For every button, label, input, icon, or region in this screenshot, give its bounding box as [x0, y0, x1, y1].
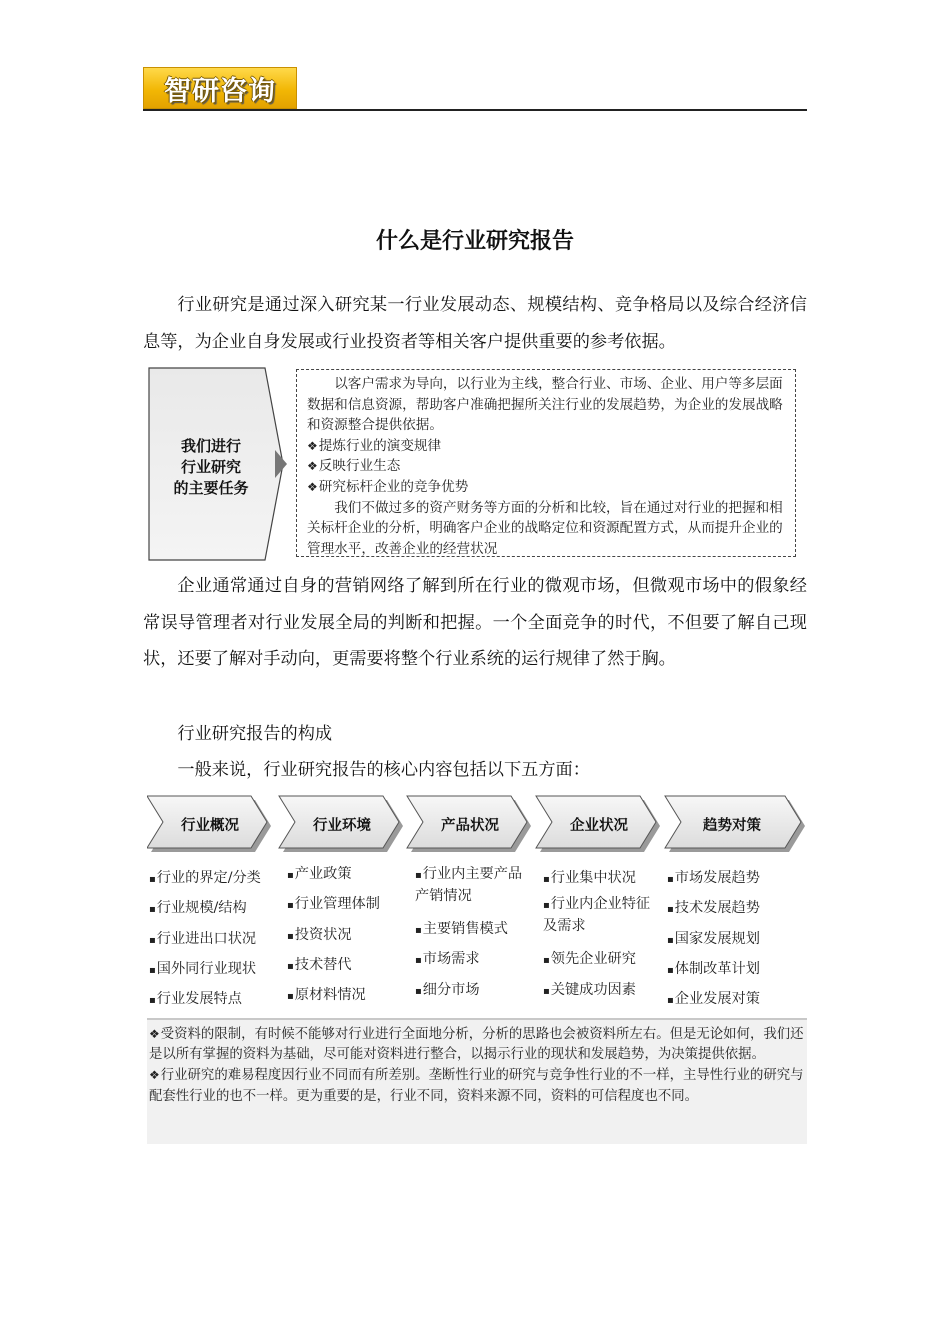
- task-label-line: 的主要任务: [173, 479, 249, 497]
- list-item: ▪ 行业的界定/分类: [149, 864, 285, 894]
- note-item: ❖ 受资料的限制，有时候不能够对行业进行全面地分析，分析的思路也会被资料所左右。但是无论如何，我们还是以所有掌握的资料为基础，尽可能对资料进行整合，以揭示行业的现状和发展趋势，为决策提供依据。: [149, 1024, 805, 1065]
- task-bullet: ❖ 反映行业生态: [307, 456, 785, 477]
- market-paragraph: 企业通常通过自身的营销网络了解到所在行业的微观市场，但微观市场中的假象经常误导管理者对行业发展全局的判断和把握。一个全面竞争的时代，不但要了解自己现状，还要了解对手动向，更需要将整个行业系统的运行规律了然于胸。: [143, 576, 807, 669]
- list-item: ▪ 行业规模/结构: [149, 894, 285, 924]
- note-item: ❖ 行业研究的难易程度因行业不同而有所差别。垄断性行业的研究与竞争性行业的不一样，主导性行业的研究与配套性行业的也不一样。更为重要的是，行业不同，资料来源不同，资料的可信程度也不同。: [149, 1065, 805, 1106]
- list-item: ▪ 投资状况: [287, 921, 409, 951]
- list-item: ▪ 市场发展趋势: [667, 864, 805, 894]
- list-item: ▪ 国外同行业现状: [149, 955, 285, 985]
- task-description-box: [296, 369, 796, 557]
- list-item: ▪ 领先企业研究: [543, 945, 655, 975]
- list-item: ▪ 关键成功因素: [543, 976, 655, 1006]
- research-task-figure: [147, 366, 807, 562]
- column-header: 行业环境: [313, 818, 371, 834]
- column-items: [287, 860, 409, 1011]
- intro-paragraph: 行业研究是通过深入研究某一行业发展动态、规模结构、竞争格局以及综合经济信息等，为企业自身发展或行业投资者等相关客户提供重要的参考依据。: [143, 295, 807, 352]
- task-closing: 我们不做过多的资产财务等方面的分析和比较，旨在通过对行业的把握和相关标杆企业的分析，明确客户企业的战略定位和资源配置方式，从而提升企业的管理水平，改善企业的经营状况: [307, 499, 783, 557]
- column-header: 趋势对策: [703, 818, 761, 834]
- column-items: [667, 864, 805, 1015]
- list-item: ▪ 行业集中状况: [543, 864, 655, 894]
- task-bullet: ❖ 提炼行业的演变规律: [307, 436, 785, 457]
- section-heading: 行业研究报告的构成: [177, 724, 333, 744]
- notes-box: [147, 1018, 807, 1144]
- section-intro: 一般来说，行业研究报告的核心内容包括以下五方面：: [177, 760, 590, 780]
- column-items: [149, 864, 285, 1015]
- report-components-figure: [147, 792, 807, 1144]
- column-header: 产品状况: [441, 818, 499, 834]
- list-item: ▪ 行业内企业特征及需求: [543, 894, 655, 936]
- list-item: ▪ 细分市场: [415, 976, 531, 1006]
- list-item: ▪ 行业管理体制: [287, 890, 409, 920]
- list-item: ▪ 企业发展对策: [667, 985, 805, 1015]
- task-bullet: ❖ 研究标杆企业的竞争优势: [307, 477, 785, 498]
- list-item: ▪ 行业进出口状况: [149, 925, 285, 955]
- task-label-line: 我们进行: [180, 437, 241, 455]
- task-intro: 以客户需求为导向，以行业为主线，整合行业、市场、企业、用户等多层面数据和信息资源，帮助客户准确把握所关注行业的发展趋势，为企业的发展战略和资源整合提供依据。: [307, 376, 783, 434]
- task-label: [155, 436, 267, 499]
- header-divider: [143, 109, 807, 111]
- column-header: 行业概况: [181, 818, 239, 834]
- column-items: [543, 864, 655, 1006]
- task-label-line: 行业研究: [180, 458, 241, 476]
- list-item: ▪ 行业发展特点: [149, 985, 285, 1015]
- logo-text: 智研咨询: [164, 75, 276, 107]
- list-item: ▪ 技术发展趋势: [667, 894, 805, 924]
- list-item: ▪ 行业内主要产品产销情况: [415, 860, 531, 906]
- company-logo: [143, 67, 297, 109]
- column-header: 企业状况: [570, 818, 628, 834]
- column-items: [415, 860, 531, 1006]
- document-title: 什么是行业研究报告: [375, 229, 574, 254]
- list-item: ▪ 国家发展规划: [667, 925, 805, 955]
- list-item: ▪ 产业政策: [287, 860, 409, 890]
- list-item: ▪ 主要销售模式: [415, 915, 531, 945]
- list-item: ▪ 体制改革计划: [667, 955, 805, 985]
- list-item: ▪ 技术替代: [287, 951, 409, 981]
- list-item: ▪ 原材料情况: [287, 981, 409, 1011]
- list-item: ▪ 市场需求: [415, 945, 531, 975]
